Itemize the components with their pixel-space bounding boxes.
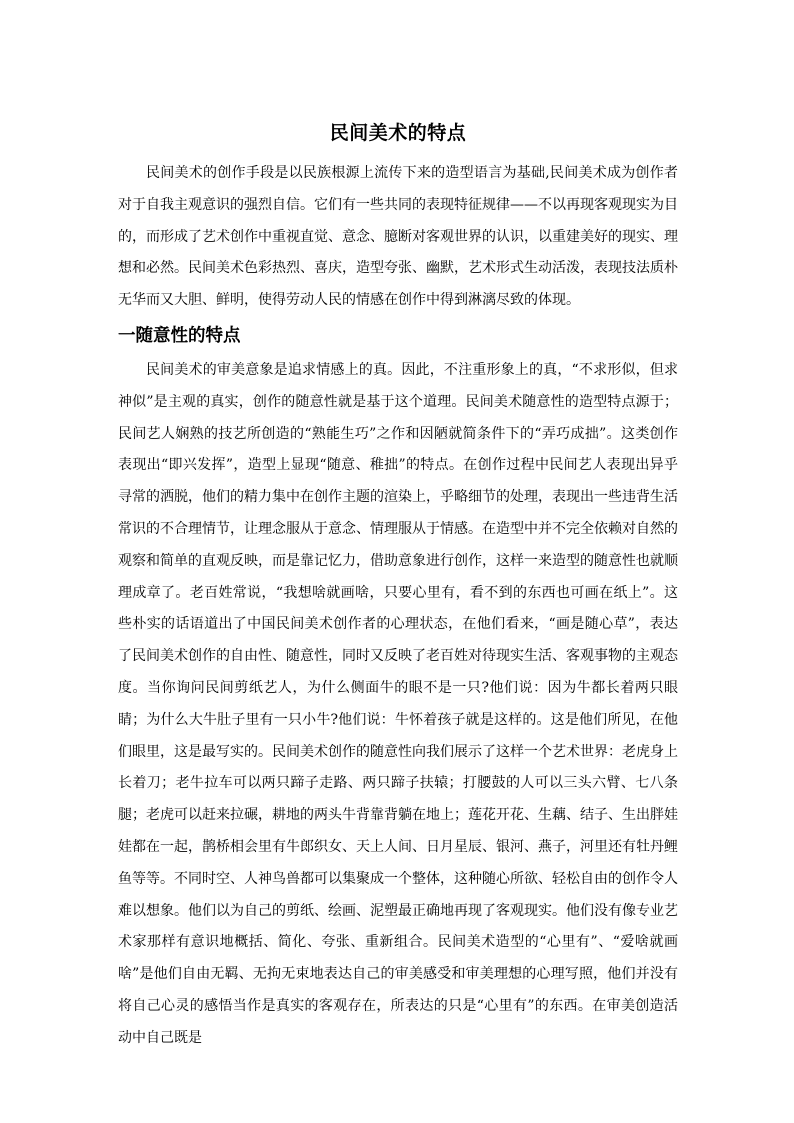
document-title: 民间美术的特点	[329, 122, 467, 144]
section-paragraph: 民间美术的审美意象是追求情感上的真。因此，不注重形象上的真，“不求形似，但求神似”是主观的真实，创作的随意性就是基于这个道理。民间美术随意性的造型特点源于；民间艺人娴熟的技艺所创造的“熟能生巧”之作和因陋就简条件下的“弄巧成拙”。这类创作表现出“即兴发挥”，造型上显现“随意、稚拙”的特点。在创作过程中民间艺人表现出异乎寻常的洒脱，他们的精力集中在创作主题的渲染上，乎略细节的处理，表现出一些违背生活常识的不合理情节，让理念服从于意念、情理服从于情感。在造型中并不完全依赖对自然的观察和简单的直观反映，而是靠记忆力，借助意象进行创作，这样一来造型的随意性也就顺理成章了。老百姓常说，“我想啥就画啥，只要心里有，看不到的东西也可画在纸上”。这些朴实的话语道出了中国民间美术创作者的心理状态，在他们看来，“画是随心草”，表达了民间美术创作的自由性、随意性，同时又反映了老百姓对待现实生活、客观事物的主观态度。当你询问民间剪纸艺人，为什么侧面牛的眼不是一只?他们说：因为牛都长着两只眼睛；为什么大牛肚子里有一只小牛?他们说：牛怀着孩子就是这样的。这是他们所见，在他们眼里，这是最写实的。民间美术创作的随意性向我们展示了这样一个艺术世界：老虎身上长着刀；老牛拉车可以两只蹄子走路、两只蹄子扶辕；打腰鼓的人可以三头六臂、七八条腿；老虎可以赶来拉碾，耕地的两头牛背靠背躺在地上；莲花开花、生藕、结子、生出胖娃娃都在一起，鹊桥相会里有牛郎织女、天上人间、日月星辰、银河、燕子，河里还有牡丹鲤鱼等等。不同时空、人神鸟兽都可以集聚成一个整体，这种随心所欲、轻松自由的创作令人难以想象。他们以为自己的剪纸、绘画、泥塑最正确地再现了客观现实。他们没有像专业艺术家那样有意识地概括、简化、夸张、重新组合。民间美术造型的“心里有”、“爱啥就画啥”是他们自由无羁、无拘无束地表达自己的审美感受和审美理想的心理写照，他们并没有将自己心灵的感悟当作是真实的客观存在，所表达的只是“心里有”的东西。在审美创造活动中自己既是	[118, 361, 678, 1046]
intro-paragraph: 民间美术的创作手段是以民族根源上流传下来的造型语言为基础,民间美术成为创作者对于自我主观意识的强烈自信。它们有一些共同的表现特征规律——不以再现客观现实为目的，而形成了艺术创作中重视直觉、意念、臆断对客观世界的认识，以重建美好的现实、理想和必然。民间美术色彩热烈、喜庆，造型夸张、幽默，艺术形式生动活泼，表现技法质朴无华而又大胆、鲜明，使得劳动人民的情感在创作中得到淋漓尽致的体现。	[118, 165, 678, 309]
document-page	[118, 118, 678, 1055]
section-heading: 一随意性的特点	[118, 325, 241, 346]
